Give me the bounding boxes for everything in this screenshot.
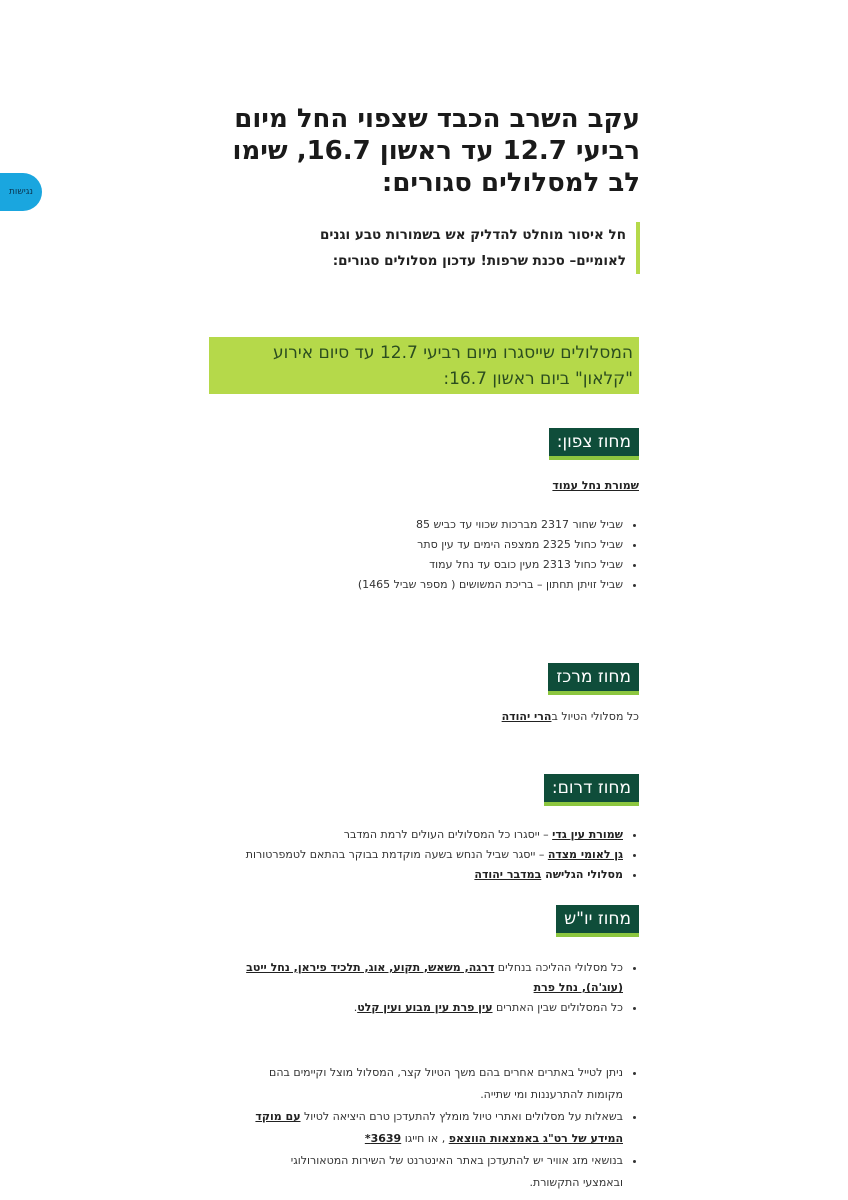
accessibility-tab[interactable]: נגישות xyxy=(0,173,42,211)
list-item xyxy=(223,1150,623,1194)
list-item xyxy=(246,865,623,885)
list-item: • שביל זויתן תחתון – בריכת המשושים ( מספר שביל 1465) xyxy=(358,575,623,595)
info-center-link[interactable]: עם מוקד xyxy=(255,1110,301,1123)
judea-hills-link[interactable]: הרי יהודה xyxy=(501,710,552,723)
callout-line-1: חל איסור מוחלט להדליק אש בשמורות טבע וגנים xyxy=(319,227,626,243)
list-item-text: מסלולי הגלישה xyxy=(541,868,623,881)
list-item-text: . xyxy=(353,1001,358,1014)
note-line: , או חייגו xyxy=(401,1132,449,1145)
streams-links[interactable]: דרגה, משאש, תקוע, אוג, תלכיד פיראן, נחל ייטב xyxy=(246,961,495,974)
yosh-list xyxy=(223,958,639,1018)
phone-link[interactable]: 3639* xyxy=(364,1132,402,1145)
fire-warning-callout xyxy=(206,222,640,274)
list-item-text: כל המסלולים שבין האתרים xyxy=(492,1001,623,1014)
center-region-heading: מחוז מרכז xyxy=(548,663,639,695)
note-line: ובאמצעי התקשורת. xyxy=(529,1176,623,1189)
list-item xyxy=(246,825,623,845)
list-item-text: – ייסגר שביל הנחש בשעה מוקדמת בבוקר בהתאם לטמפרטורות xyxy=(245,848,548,861)
whatsapp-link[interactable]: המידע של רט"ג באמצאות הווצאפ xyxy=(448,1132,623,1145)
north-trail-list xyxy=(358,515,639,595)
banner-line-1: המסלולים שייסגרו מיום רביעי 12.7 עד סיום אירוע xyxy=(273,343,633,363)
judean-desert-link[interactable]: במדבר יהודה xyxy=(474,868,542,881)
notes-list xyxy=(223,1062,639,1194)
page-title: עקב השרב הכבד שצפוי החל מיום רביעי 12.7 עד ראשון 16.7, שימו לב למסלולים סגורים: xyxy=(232,104,640,198)
center-text-pre: כל מסלולי הטיול ב xyxy=(551,710,639,723)
note-line: ניתן לטייל באתרים אחרים בהם משך הטיול קצר, המסלול מוצל וקיימים בהם xyxy=(269,1066,623,1079)
note-line: בשאלות על מסלולים ואתרי טיול מומלץ להתעדכן טרם היציאה לטיול xyxy=(300,1110,623,1123)
south-region-heading: מחוז דרום: xyxy=(544,774,639,806)
list-item xyxy=(223,958,623,998)
sites-links[interactable]: עין פרת עין מבוע ועין קלט xyxy=(357,1001,493,1014)
callout-line-2: לאומיים– סכנת שרפות! עדכון מסלולים סגורים: xyxy=(332,253,626,269)
list-item: • שביל כחול 2313 מעין כובס עד נחל עמוד xyxy=(358,555,623,575)
note-line: מקומות להתרעננות ומי שתייה. xyxy=(480,1088,623,1101)
masada-link[interactable]: גן לאומי מצדה xyxy=(547,848,623,861)
north-region-heading: מחוז צפון: xyxy=(549,428,639,460)
closure-banner xyxy=(209,337,639,394)
north-reserve-link[interactable]: שמורת נחל עמוד xyxy=(552,479,639,492)
list-item: • שביל שחור 2317 מברכות שכווי עד כביש 85 xyxy=(358,515,623,535)
yosh-region-heading: מחוז יו"ש xyxy=(556,905,639,937)
south-list xyxy=(246,825,639,885)
list-item xyxy=(223,1106,623,1150)
list-item: • שביל כחול 2325 ממצפה הימים עד עין סתר xyxy=(358,535,623,555)
list-item xyxy=(223,1062,623,1106)
streams-links-continued[interactable]: (עוג'ה), נחל פרת xyxy=(533,981,623,994)
center-text xyxy=(502,710,639,723)
list-item-text: – ייסגרו כל המסלולים העולים לרמת המדבר xyxy=(343,828,553,841)
banner-line-2: "קלאון" ביום ראשון 16.7: xyxy=(443,369,633,389)
list-item xyxy=(246,845,623,865)
list-item-text: כל מסלולי ההליכה בנחלים xyxy=(494,961,623,974)
ein-gedi-link[interactable]: שמורת עין גדי xyxy=(552,828,623,841)
list-item xyxy=(223,998,623,1018)
note-line: בנושאי מזג אוויר יש להתעדכן באתר האינטרנט של השירות המטאורולוגי xyxy=(290,1154,623,1167)
